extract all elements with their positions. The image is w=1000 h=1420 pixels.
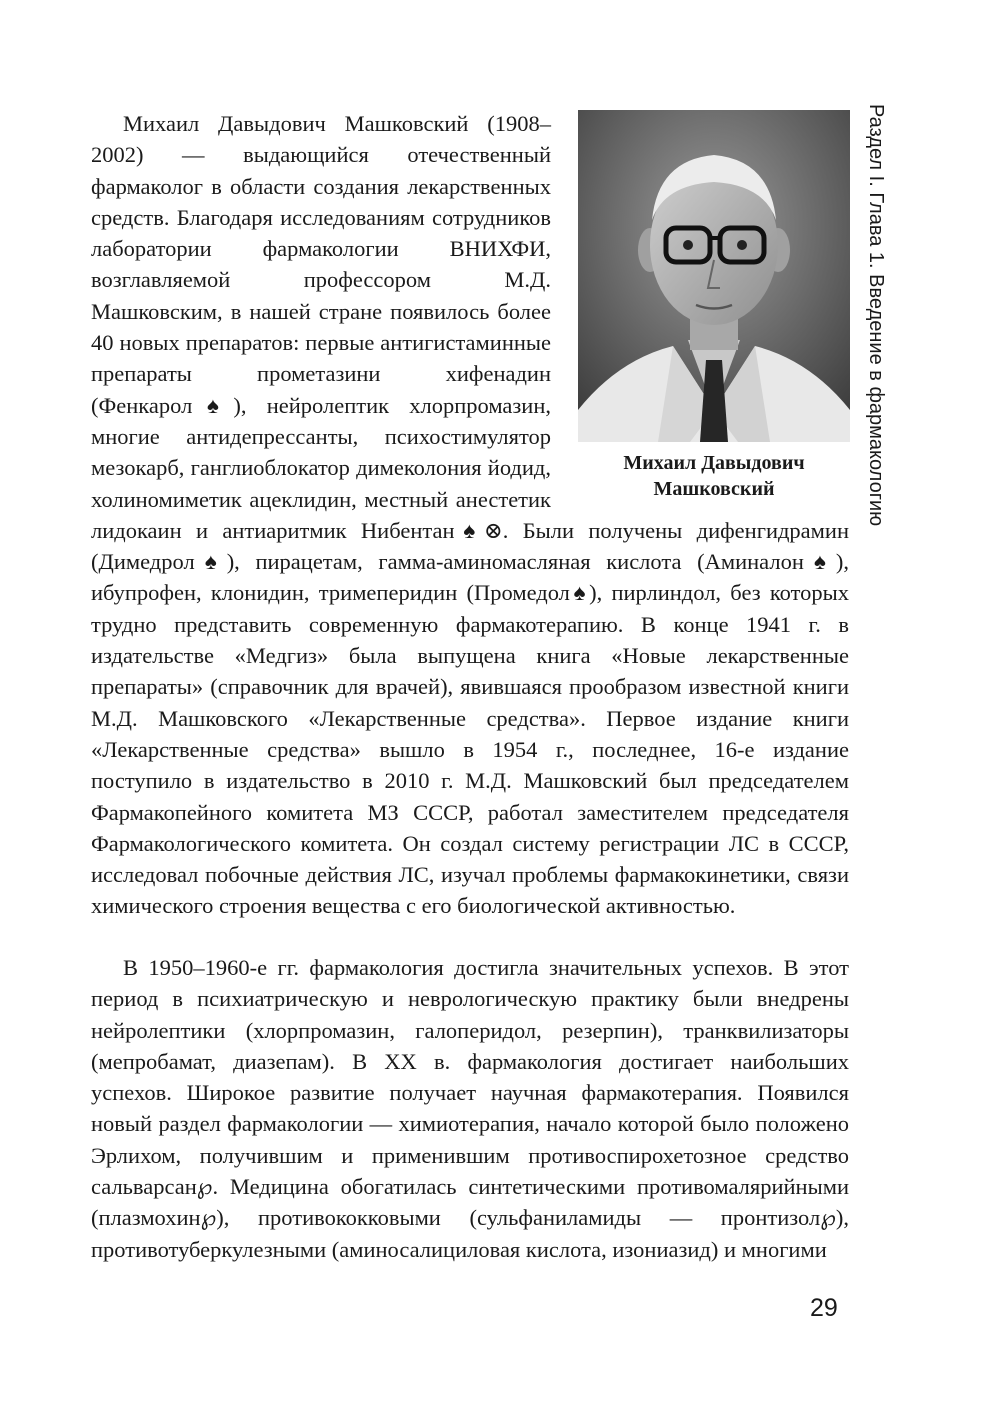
paragraph-2: В 1950–1960-е гг. фармакология достигла значительных успехов. В этот период в психиатрическую и неврологическую практику были внедрены нейролептики (хлорпромазин, галоперидол, резерпин), транквилизаторы (мепробамат, диазепам). В XX в. фармакология достигает наибольших успехов. Широкое развитие получает научная фармакотерапия. Появился новый раздел фармакологии — химиотерапия, начало которой было положено Эрлихом, получившим и применившим противоспирохетозное средство сальварсан℘. Медицина обогатилась синтетическими противомалярийными (плазмохин℘), противококковыми (сульфаниламиды — пронтизол℘), противотуберкулезными (аминосалициловая кислота, изониазид) и многими <box>91 955 849 1262</box>
caption-line-2: Машковский <box>653 478 775 500</box>
paragraph-1: Михаил Давыдович Машковский (1908–2002) — выдающийся отечественный фармаколог в области создания лекарственных средств. Благодаря исследованиям сотрудников лаборатории фармакологии ВНИХФИ, возглавляемой профессором М.Д. Машковским, в нашей стране появилось более 40 новых препаратов: первые антигистаминные препараты прометазини хифенадин (Фенкарол♠), нейролептик хлорпромазин, многие антидепрессанты, психостимулятор мезокарб, ганглиоблокатор димеколония йодид, холиномиметик ацеклидин, местный анестетик лидокаин и антиаритмик Нибентан♠⊗. Были получены дифенгидрамин (Димедрол♠), пирацетам, гамма-аминомасляная кислота (Аминалон♠), ибупрофен, клонидин, тримеперидин (Промедол♠), пирлиндол, без которых трудно представить современную фармакотерапию. В конце 1941 г. в издательстве «Медгиз» была выпущена книга «Новые лекарственные препараты» (справочник для врачей), явившаяся прообразом известной книги М.Д. Машковского «Лекарственные средства». Первое издание книги «Лекарственные средства» вышло в 1954 г., последнее, 16-е издание поступило в издательство в 2010 г. М.Д. Машковский был председателем Фармакопейного комитета МЗ СССР, работал заместителем председателя Фармакологического комитета. Он создал систему регистрации ЛС в СССР, исследовал побочные действия ЛС, изучал проблемы фармакокинетики, связи химического строения вещества с его биологической активностью. <box>91 111 849 919</box>
body-text-lower <box>91 952 849 1265</box>
caption-line-1: Михаил Давыдович <box>623 452 805 474</box>
running-header: Раздел I. Глава 1. Введение в фармакологию <box>865 104 887 527</box>
page-number: 29 <box>810 1294 838 1322</box>
body-text-upper <box>91 108 849 922</box>
